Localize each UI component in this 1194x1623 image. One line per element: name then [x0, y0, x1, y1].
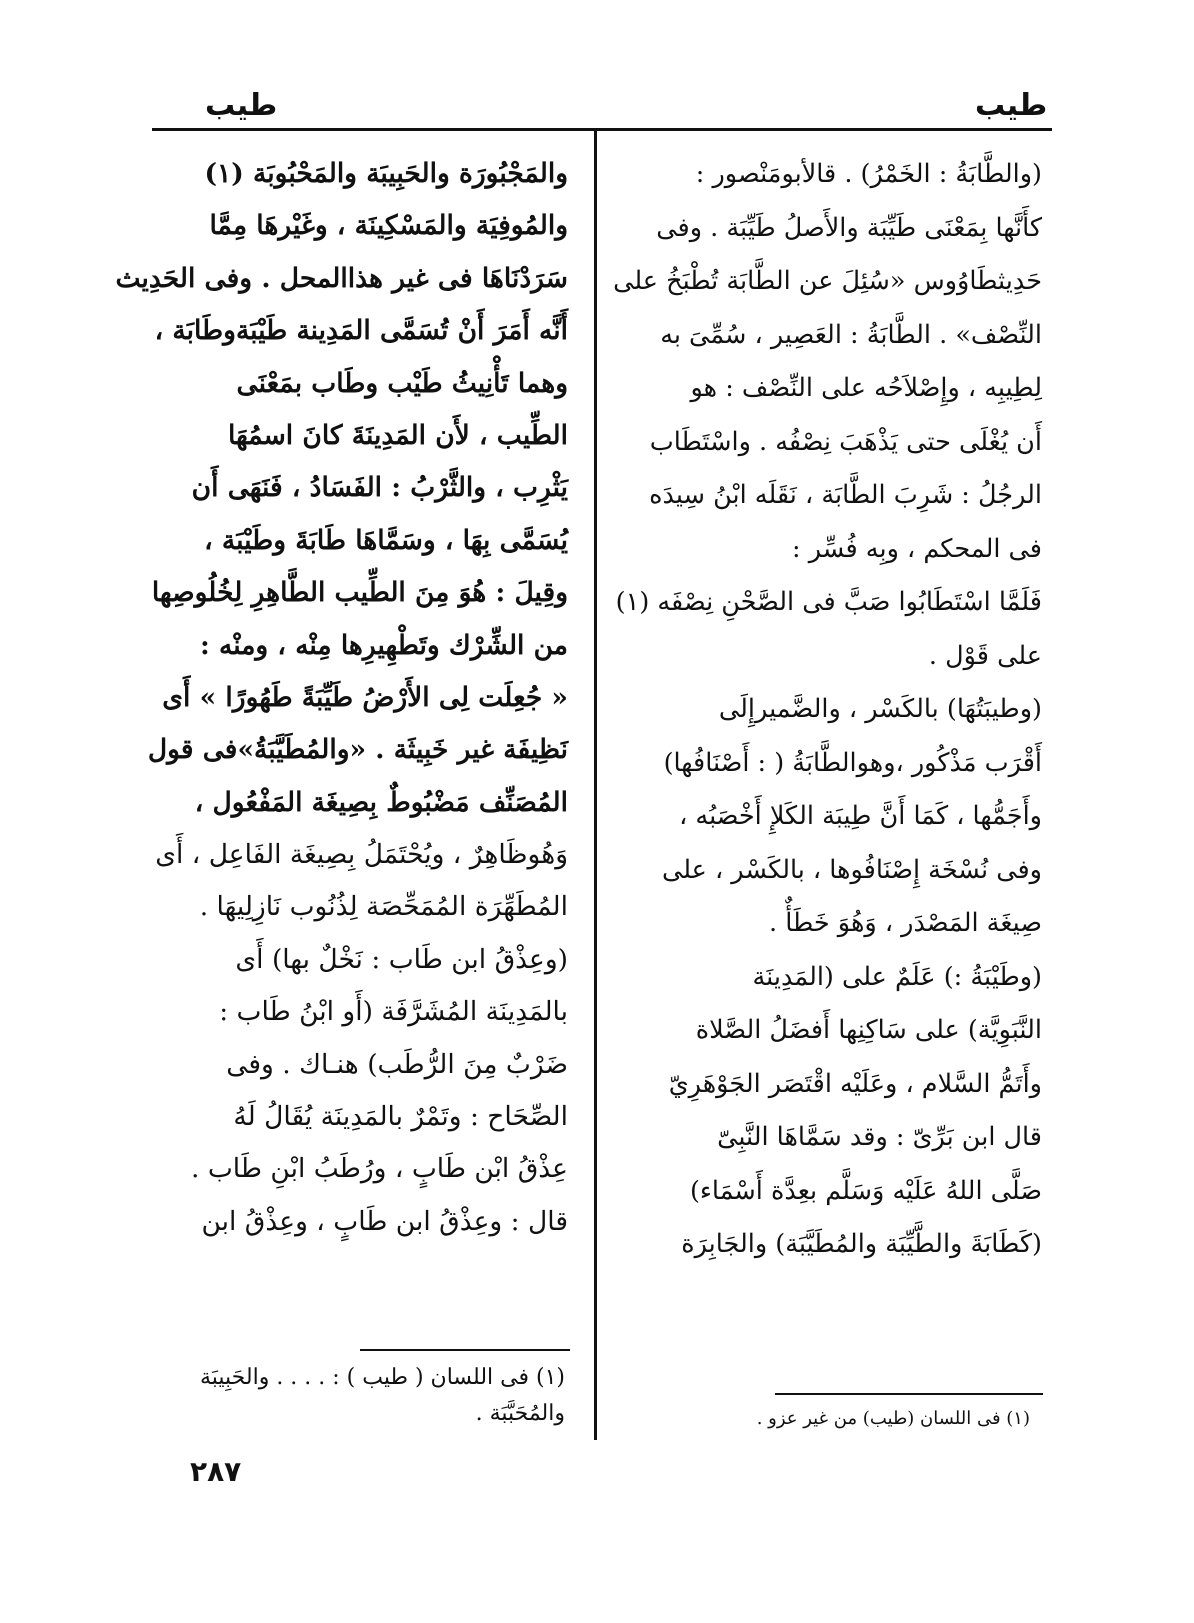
- footnote-left-line: (١) فى اللسان ( طيب ) : . . . . والحَبِيبَة: [199, 1365, 565, 1390]
- text-line: الطِّيب ، لأَن المَدِينَةَ كانَ اسمُهَا: [227, 419, 568, 451]
- text-line: وهما تَأْنِيثُ طَيْب وطَاب بمَعْنَى: [236, 367, 568, 399]
- text-line: (وطَيْبَةُ :) عَلَمٌ على (المَدِينَة: [752, 961, 1042, 992]
- left-column: [115, 148, 568, 1248]
- text-line: الرجُلُ : شَرِبَ الطَّابَة ، نَقَلَه ابْنُ سِيدَه: [649, 480, 1042, 510]
- text-line: فَلَمَّا اسْتَطَابُوا صَبَّ فى الصَّحْنِ نِصْفَه (١): [615, 587, 1042, 617]
- text-line: (وطيبَتُهَا) بالكَسْر ، والضَّميرإِلَى: [718, 694, 1042, 724]
- text-line: المُطَهِّرَة المُمَحِّصَة لِذُنُوب نَازِلِيهَا .: [199, 891, 568, 923]
- text-line: « جُعِلَت لِى الأَرْضُ طَيِّبَةً طَهُورًا » أَى: [162, 681, 568, 713]
- text-line: والمَجْبُورَة والحَبِيبَة والمَحْبُوبَة (١): [204, 158, 568, 189]
- text-line: أَنَّه أَمَرَ أَنْ تُسَمَّى المَدِينة طَيْبَةوطَابَة ،: [154, 315, 568, 347]
- footnote-rule-left: [360, 1349, 570, 1351]
- text-line: نَظِيفَة غير خَبِيثَة . «والمُطَيَّبَةُ»فى قول: [147, 734, 568, 766]
- text-line: الصِّحَاح : وتَمْرٌ بالمَدِينَة يُقَالُ لَهُ: [233, 1101, 568, 1133]
- footnote-rule-right: [775, 1393, 1043, 1395]
- text-line: سَرَدْنَاهَا فى غير هذاالمحل . وفى الحَدِيث: [115, 262, 568, 294]
- footnote-left-line: والمُحَبَّبَة .: [475, 1401, 565, 1426]
- right-column: [613, 148, 1042, 1272]
- text-line: يُسَمَّى بِهَا ، وسَمَّاهَا طَابَةَ وطَيْبَة ،: [204, 524, 568, 556]
- column-divider: [594, 128, 597, 1440]
- header-rule: [152, 128, 1052, 131]
- text-line: عِذْقُ ابْن طَابٍ ، ورُطَبُ ابْنِ طَاب .: [191, 1153, 568, 1185]
- text-line: قال ابن بَرِّىّ : وقد سَمَّاهَا النَّبِىّ: [717, 1122, 1042, 1152]
- text-line: وقِيلَ : هُوَ مِنَ الطِّيب الطَّاهِرِ لِخُلُوصِها: [151, 577, 568, 609]
- text-line: كأَنَّها بِمَعْنَى طَيِّبَة والأَصلُ طَيِّبَة . وفى: [656, 212, 1042, 243]
- text-line: (والطَّابَةُ : الخَمْرُ) . قالأبومَنْصور :: [695, 159, 1042, 189]
- text-line: ضَرْبٌ مِنَ الرُّطَب) هنـاك . وفى: [226, 1048, 568, 1080]
- running-header-right: طيب: [975, 88, 1048, 123]
- page-number: ٢٨٧: [190, 1455, 242, 1488]
- text-line: قال : وعِذْقُ ابن طَابٍ ، وعِذْقُ ابن: [201, 1205, 568, 1237]
- text-line: بالمَدِينَة المُشَرَّفَة (أَو ابْنُ طَاب :: [219, 996, 568, 1028]
- text-line: حَدِيثطَاوُوس «سُئِلَ عن الطَّابَة تُطْبَخُ على: [613, 266, 1042, 296]
- text-line: أَن يُغْلَى حتى يَذْهَبَ نِصْفُه . واسْتَطَاب: [649, 426, 1042, 457]
- footnote-left: [160, 1360, 565, 1432]
- text-line: صَلَّى اللهُ عَلَيْه وَسَلَّم بعِدَّة أَسْمَاء): [689, 1175, 1042, 1206]
- text-line: لِطِيبِه ، وإِصْلاَحُه على النِّصْف : هو: [690, 373, 1042, 403]
- text-line: وَهُوظَاهِرٌ ، ويُحْتَمَلُ بِصِيغَة الفَاعِل ، أَى: [155, 839, 568, 871]
- text-line: وأَتَمُّ السَّلام ، وعَلَيْه اقْتَصَر الجَوْهَرِيّ: [668, 1068, 1042, 1099]
- footnote-right: (١) فى اللسان (طيب) من غير عزو .: [756, 1408, 1030, 1429]
- left-column-lines: [115, 148, 568, 1248]
- text-line: من الشِّرْك وتَطْهِيرِها مِنْه ، ومنْه :: [200, 629, 568, 661]
- text-line: (وعِذْقُ ابن طَاب : نَخْلٌ بها) أَى: [235, 943, 568, 975]
- text-line: والمُوفِيَة والمَسْكِينَة ، وغَيْرهَا مِمَّا: [209, 210, 568, 242]
- text-line: وفى نُسْخَة إِصْنَافُوها ، بالكَسْر ، على: [661, 854, 1042, 885]
- text-line: (كَطَابَةَ والطَّيِّبَة والمُطَيَّبَة) والجَابِرَة: [681, 1229, 1042, 1259]
- text-line: أَقْرَب مَذْكُور ،وهوالطَّابَةُ ( : أَصْنَافُها): [663, 747, 1042, 778]
- right-column-lines: [613, 148, 1042, 1272]
- text-line: المُصَنِّف مَضْبُوطٌ بِصِيغَة المَفْعُول ،: [194, 786, 568, 818]
- text-line: صِيغَة المَصْدَر ، وَهُوَ خَطَأٌ .: [769, 908, 1042, 938]
- text-line: النَّبَوِيَّة) على سَاكِنِها أَفضَلُ الصَّلاة: [695, 1015, 1042, 1045]
- text-line: فى المحكم ، وبِه فُسِّر :: [792, 533, 1042, 564]
- running-header-left: طيب: [205, 88, 278, 123]
- text-line: وأَجَمُّها ، كَمَا أَنَّ طِيبَة الكَلإِ أَخْصَبُه ،: [679, 801, 1042, 831]
- text-line: يَثْرِب ، والثَّرْبُ : الفَسَادُ ، فَنَهَى أَن: [191, 472, 568, 504]
- text-line: النِّصْف» . الطَّابَةُ : العَصِير ، سُمِّىَ به: [660, 319, 1042, 350]
- text-line: على قَوْل .: [928, 640, 1042, 671]
